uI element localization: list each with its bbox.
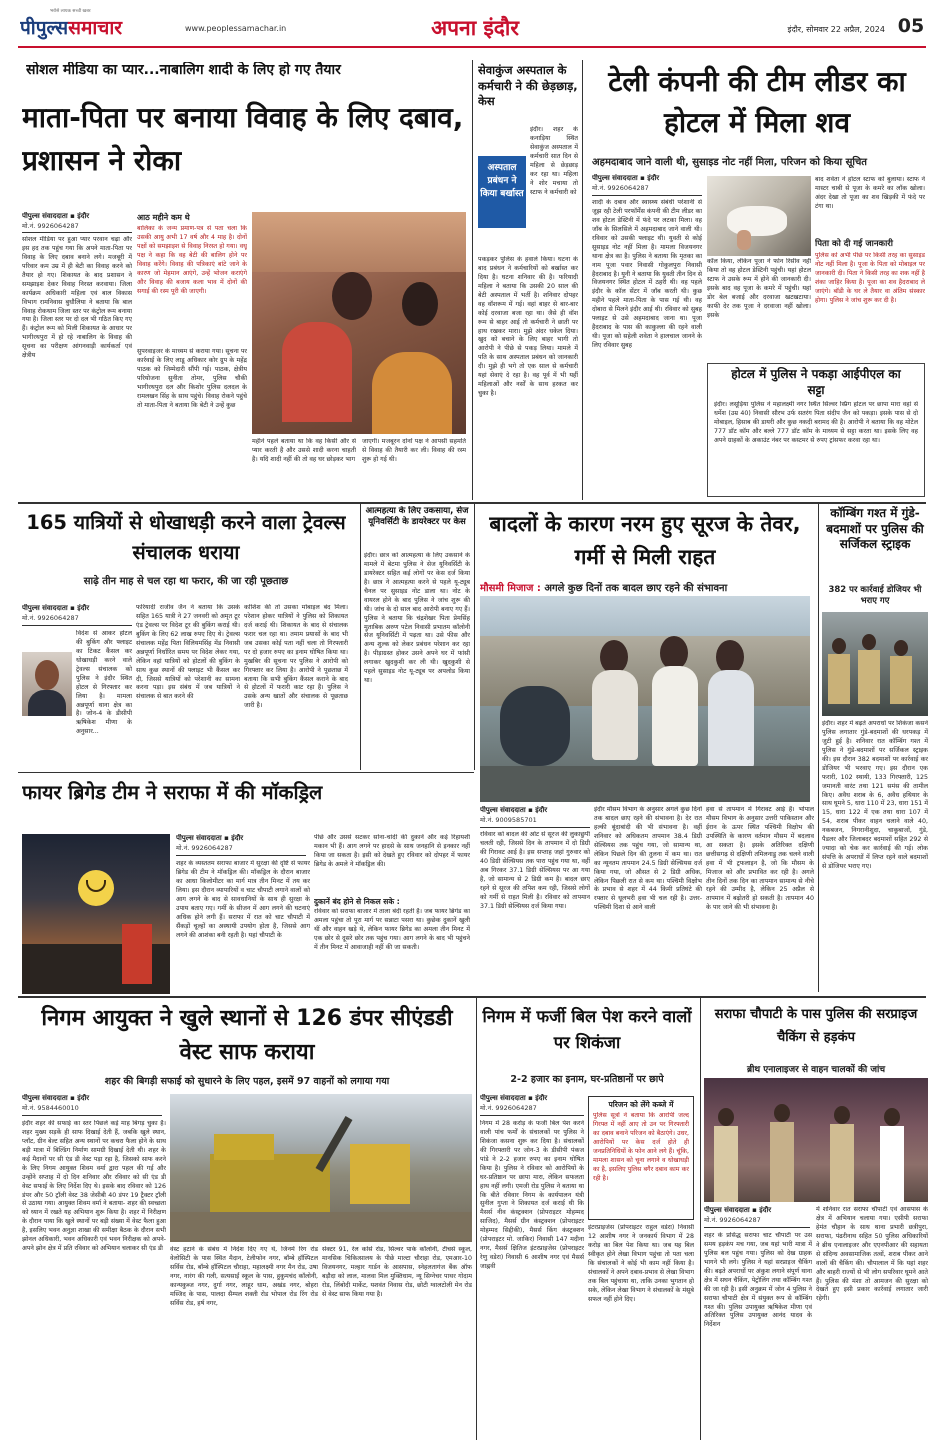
story1-under-photo-2: जाएगी। मजबूरन दोनों पक्ष ने आपसी सहमति से विवाह की तैयारी कर ली। विवाह की रस्म शुरू हो गई थी। xyxy=(362,438,466,463)
city: इंदौर xyxy=(535,806,548,814)
story1-sidebox xyxy=(137,212,247,344)
story7-deck xyxy=(480,580,810,594)
story3-deck: अहमदाबाद जाने वाली थी, सुसाइड नोट नहीं मिला, परिजन को किया सूचित xyxy=(592,157,867,168)
story8-headline: कॉम्बिंग गश्त में गुंडे-बदमाशों पर पुलिस की सर्जिकल स्ट्राइक xyxy=(826,506,924,552)
story12-photo xyxy=(704,1078,928,1202)
city: इंदौर xyxy=(535,1094,548,1102)
story7-photo xyxy=(480,596,810,802)
story2-text2: पकड़कर पुलिस के हवाले किया। घटना के बाद प्रबंधन ने कर्मचारियों को बर्खास्त कर दिया है। घटना शनिवार की है। फरियादी महिला ने बताया कि उसकी 20 साल की बेटी अस्पताल में भर्ती है। शनिवार दोपहर वह वॉशरूम में गई। वहां बाहर से बार-बार कोई दरवाजा बजा रहा था। जैसे ही वॉश रूम से बाहर आई तो कर्मचारी ने छाती पर हाथ रखकर मारा। मुझे अंदर धकेल दिया। खुद को बचाने के लिए बाहर भागी तो आरोपी ने पीछे से पकड़ लिया। मामले में पति के साथ अस्पताल प्रबंधन को जानकारी दी। मुझे ही भगे तो एक साल से कर्मचारी यहां सेवाएं दे रहा है। वह पूर्व में भी यहीं महिलाओं और नर्सों के साथ हरकत कर चुका है। xyxy=(478,256,578,398)
story5-col2: फरियादी राजीव जैन ने बताया कि उसके सहित 165 यात्री ने 27 जनवरी को अमृत टूर एंड ट्रेवल्स पर विदेश टूर की बुकिंग कराई थी। बुकिंग के लिए 62 लाख रुपए दिए थे। ट्रेवल्स संचालक महेंद्र पिता विलियमसिंह मेंड निवासी अन्नपूर्णा निर्धारित समय पर विदेश लेकर गया, लेकिन वहां यात्रियों को होटलों की बुकिंग के साथ कुछ स्थानों की फ्लाइट भी कैंसल कर दी, जिससे यात्रियों को परेशानी का सामना करना पड़ा। इस संबंध में जब यात्रियों ने संचालक से बात करने की xyxy=(136,604,240,701)
story1-col2: सुपरवाइजर के माध्यम से कराया गया। सूचना पर कार्रवाई के लिए लाडू अधिकार कोर ग्रुप के महेंद्र पाठक को जिम्मेदारी सौंपी गई। पाठक, क्षेत्रीय परियोजना सुनीता तोमर, पुलिस चौकी भागीरथपुरा दल और किशोर पुलिस दलदल के रामलखन सिंह के साथ पहुंचे। विवाह रोकने पहुंचे तो माता-पिता ने बताया कि बेटी ने उन्हें कुछ xyxy=(137,348,247,409)
story3-photo xyxy=(707,176,811,256)
story8-deck: 382 पर कार्रवाई डोजियर भी भराए गए xyxy=(828,585,922,606)
story10-col3: सेक्टर 91, रेल कोर्स रोड, सिल्वर पार्क कॉलोनी, टीचर्स स्कूल, मानसिक चिकित्सालय के पीछे माल्टा चौराहा रोड, एमआर-10 विजयनगर, मल्हार गार्डन के आसपास, स्नेहलतागंज बैंक ऑफ बड़ौदा को लाल, मालवा मिल मुक्तिधाम, न्यू सिग्नेचर पाथर गोदाम रोड, लिंबोदी मार्केट, यशवंत निवास रोड, छोटी ग्वालटोली मेन रोड से वेस्ट साफ किया गया है। xyxy=(322,1246,472,1298)
story1-headline: माता-पिता पर बनाया विवाह के लिए दबाव, प्रशासन ने रोका xyxy=(22,101,464,178)
story2-headline: सेवाकुंज अस्पताल के कर्मचारी ने की छेड़छाड़, केस xyxy=(478,63,578,109)
city: इंदौर xyxy=(759,1206,772,1214)
city: इंदौर xyxy=(77,604,90,612)
bureau: पीपुल्स संवाददाता xyxy=(22,212,68,220)
bureau: पीपुल्स संवाददाता xyxy=(592,174,638,182)
story3-col3: बाद शवेता ने होटल स्टाफ को बुलाया। स्टाफ ने मास्टर चाबी से पूजा के कमरे का लॉक खोला। अंदर देखा तो पूजा का शव खिड़की में फंदे पर टंगा था। xyxy=(815,176,925,210)
bureau: पीपुल्स संवाददाता xyxy=(480,1094,526,1102)
mobile: मो.नं. 9926064287 xyxy=(22,222,79,230)
story7-deck-label: मौसमी मिजाज : xyxy=(480,583,541,594)
mobile: मो.नं. 9926064287 xyxy=(22,614,79,622)
page-number: 05 xyxy=(897,15,925,37)
mobile: मो.नं. 9584460010 xyxy=(22,1104,79,1112)
sidebox-text: बालिका के जन्म प्रमाण-पत्र से पता चला कि उसकी आयु अभी 17 वर्ष और 4 माह है। दोनों पक्षों को समझाइश से विवाह निरस्त हो गया। वधू पक्ष ने कहा कि वह बेटी की बालिग होने पर विवाह करेंगे। विवाह की पत्रिकाएं बांटे जाने के कारण जो मेहमान आएंगे, उन्हें भोजन कराएंगे और विवाह की बजाय कला भाव में दोनों की सगाई की रस्म पूरी की जाएगी। xyxy=(137,225,247,295)
story7-col2: इंदौर मौसम विभाग के अनुसार अगले कुछ दिनों तक बादल छाए रहने की संभावना है। देर रात हल्की बूंदाबांदी की भी संभावना है। वहीं शनिवार को अधिकतम तापमान 38.4 डिग्री सेल्सियस तक पहुंच गया, जो सामान्य था, लेकिन पिछले दिन की तुलना में कम था। रात का न्यूनतम तापमान 24.5 डिग्री सेल्सियस दर्ज किया गया, जो औसत से 2 डिग्री अधिक, लेकिन पिछली रात से कम था। पश्चिमी विक्षोभ के प्रभाव से शहर में 44 किमी प्रतिघंटे की रफ्तार से धूलभरी हवा भी चल रही है। उत्तर-पश्चिमी दिशा से आने वाली xyxy=(594,806,702,912)
story10-headline: निगम आयुक्त ने खुले स्थानों से 126 डंपर सीएंडडी वेस्ट साफ कराया xyxy=(41,1006,453,1066)
story5-col1: विदेश से आकर होटल की बुकिंग और फ्लाइट का टिकट कैंसल कर धोखाधड़ी करने वाले ट्रेवल्स संचालक को पुलिस ने इंदौर स्थित होटल से गिरफ्तार कर लिया है। मामला अन्नपूर्णा थाना क्षेत्र का है। जोन-4 के डीसीपी ऋषिकेश मीणा के अनुसार... xyxy=(76,630,132,736)
story12-col1: शहर के प्रसिद्ध सराफा चाट चौपाटी पर उस समय हड़कंप मच गया, जब यहां भारी मात्रा में पुलिस बल पहुंच गया। पुलिस को देख ग्राहक भागने भी लगे। पुलिस ने यहां सरप्राइज चैकिंग की। बढ़ते अपराधों पर अंकुश लगाने संपूर्ण थाना क्षेत्र में सघन चैकिंग, पेट्रोलिंग तथा कॉम्बिंग गश्त की जा रही है। इसी अनुक्रम में जोन 4 पुलिस ने सराफा चौपाटी क्षेत्र में संयुक्त रूप से कॉम्बिंग गश्त की। पुलिस उपायुक्त ऋषिकेश मीणा एवं अतिरिक्त पुलिस उपायुक्त आनंद यादव के निर्देशन xyxy=(704,1232,812,1329)
story7-col3: हवा से तापमान में गिरावट आई है। भोपाल मौसम विभाग के अनुसार उत्तरी पाकिस्तान और ईरान के ऊपर स्थित पश्चिमी विक्षोभ की उपस्थिति के कारण वर्तमान मौसम में बदलाव आ सकता है। इसके अतिरिक्त दक्षिणी छत्तीसगढ़ से दक्षिणी तमिलनाडु तक चलने वाली हवा में भी ट्रफलाइन है, जो कि मौसम के मिजाज को और प्रभावित कर रही है। अगले तीन दिनों तक दिन का तापमान सामान्य से नीचे रहने की उम्मीद है, लेकिन 25 अप्रैल से तापमान में बढ़ोतरी हो सकती है। तापमान 40 के पार जाने की भी संभावना है। xyxy=(706,806,814,912)
sidebox-title: आठ महीने कम थे xyxy=(137,213,190,222)
mobile: मो.नं. 9926064287 xyxy=(480,1104,537,1112)
story7-headline: बादलों के कारण नरम हुए सूरज के तेवर, गर्मी से मिली राहत xyxy=(489,512,801,569)
story11-headline: निगम में फर्जी बिल पेश करने वालों पर शिकंजा xyxy=(482,1007,692,1052)
story9-col1: शहर के व्यस्ततम सराफा बाजार में सुरक्षा की दृष्टि से फायर ब्रिगेड की टीम ने मॉकड्रिल की। मॉकड्रिल के दौरान बाजार का आधा किलोमीटर का मार्ग मात्र तीन मिनट में तय कर लिया। इस दौरान व्यापारियों व चाट चौपाटी लगाने वालों को आग लगने के बाद से सावधानियों के साथ ही सुरक्षा के उपाय बताए गए। गर्मी के सीजन में आग लगने की घटनाएं अधिक होने लगी हैं। सराफा में रात को चाट चौपाटी में सैंकड़ों चूल्हों का अस्थायी उपयोग होता है, जिससे आग लगने की आशंका बनी रहती है। यहां चौपाटी के xyxy=(176,860,310,939)
story11-byline: पीपुल्स संवाददाता ▪ इंदौर मो.नं. 9926064287 xyxy=(480,1094,590,1112)
brand-left: पीपुल्स xyxy=(20,17,69,39)
story9-sub: दुकानें बंद होने से निकल सके : xyxy=(314,897,400,906)
story10-deck: शहर की बिगड़ी सफाई को सुधारने के लिए पहल, इसमें 97 वाहनों को लगाया गया xyxy=(104,1076,390,1087)
story4-text: इंदौर। लसूड़िया पुलिस ने महालक्ष्मी नगर स्थित सिल्वर स्प्रिंग होटल पर छापा मारा वहां से धर्मेश (उम्र 40) निवासी सौरभ उर्फ सतरंग पिता संदीप जैन को पकड़ा। इसके पास से दो मोबाइल, हिसाब की डायरी और कुछ नकदी बरामद की है। आरोपी ने बताया कि वह मोटेल 777 डॉट कॉम और बल्ले 777 डॉट कॉम के माध्यम से सट्टा करता था। इसके लिए वह अपने ग्राहकों के अकाउंट नंबर पर कस्टमर से रुपए ट्रांसफर करवा रहा था। xyxy=(714,401,918,444)
story4-box xyxy=(707,363,925,497)
mobile: मो.नं. 9009585701 xyxy=(480,816,537,824)
story9-byline: पीपुल्स संवाददाता ▪ इंदौर मो.नं. 9926064287 xyxy=(176,834,286,852)
mobile: मो.नं. 9926064287 xyxy=(704,1216,761,1224)
story9-col2: पीछे और उससे सटकर सोना-चांदी की दुकानें और कई रिहायशी मकान भी हैं। आग लगने पर हादसे के साथ जनहानि से इनकार नहीं किया जा सकता है। इसी को देखते हुए रविवार को दोपहर में फायर ब्रिगेड के अमले ने मॉकड्रिल की। xyxy=(314,834,470,868)
story12-col2: में शनिवार रात सराफा चौपाटी एवं आसपास के क्षेत्र में अभियान चलाया गया। एसीपी सराफा हेमंत चौहान के साथ थाना प्रभारी छत्रीपुरा, सराफा, पंढरीनाथ सहित 50 पुलिस अधिकारियों ने ब्रीथ एनालाइजर और एएनपीआर की सहायता से संदिग्ध अवसामाजिक तत्वों, शराब पीकर आने वालों की चैकिंग की। चौपालाल में कि यहां शहर और बाहरी राज्यों से भी लोग सपरिवार घूमने आते हैं। पुलिस की मंशा तो आमजन की सुरक्षा को देखते हुए इसी प्रकार कार्रवाई लगातार जारी रहेगी। xyxy=(816,1206,928,1303)
story2-text1: इंदौर। शहर के कनाड़िया स्थित सेवाकुंज अस्पताल में कर्मचारी सात दिन से महिला से छेड़छाड़ कर रहा था। महिला ने शोर मचाया तो स्टाफ ने कर्मचारी को xyxy=(530,126,578,196)
story7-col1: रविवार को बादल की ओट से सूरज की लुकाछुपी चलती रही, जिससे दिन के तापमान में दो डिग्री की गिरावट आई है। इस सप्ताह जहां गुरुवार को 40 डिग्री सेल्सियस तक पारा पहुंच गया था, वहीं अब गिरकर 37.1 डिग्री सेल्सियस पर आ गया है, जो सामान्य से 2 डिग्री कम है। बादल छाए रहने से सूरज की तपिश कम रही, जिससे लोगों को गर्मी से राहत मिली है। रविवार को तापमान 37.1 डिग्री सेल्सियस दर्ज किया गया। xyxy=(480,831,590,910)
mobile: मो.नं. 9926064287 xyxy=(592,184,649,192)
bureau: पीपुल्स संवाददाता xyxy=(704,1206,750,1214)
story1-kicker: सोशल मीडिया का प्यार...नाबालिग शादी के लिए हो गए तैयार xyxy=(26,62,341,78)
story3-sub: पिता को दी गई जानकारी xyxy=(815,239,893,249)
story6-headline: आत्महत्या के लिए उकसाया, सेज यूनिवर्सिटी के डायरेक्टर पर केस xyxy=(365,506,469,528)
city: इंदौर xyxy=(231,834,244,842)
dateline: इंदौर, सोमवार 22 अप्रैल, 2024 xyxy=(787,25,885,34)
story8-text: इंदौर। शहर में बढ़ते अपराधों पर शिकंजा कसने पुलिस लगातार गुंडे-बदमाशों की धरपकड़ में जुटी हुई है। शनिवार रात कॉम्बिंग गश्त में पुलिस ने गुंडे-बदमाशों पर सर्जिकल स्ट्राइक की। इस दौरान 382 बदमाशों पर कार्रवाई कर डोजियर भी भरवाए गए। इस दौरान एक फरारी, 102 स्थायी, 133 गिरफ्तारी, 125 जमानती वारंट तथा 121 समंस की तामील किए। अवैध शराब के 6, अवैध हथियार के साथ घूमने 5, धारा 110 में 23, धारा 151 में 15, धारा 122 में एक तथा धारा 107 में 54, शराब पीकर वाहन चलाने वाले 40, नकबजन, निगरानीशुदा, चाकूबाजों, गुंडे, पैडलर और जिलाबदर बदमाशों सहित 292 से ज्यादा को चेक कर कार्रवाई की गई। लोक संपत्ति के अपराधों में लिप्त रहने वाले बदमाशों से डोजियर भराए गए। xyxy=(822,720,928,870)
story1-col1: सोशल मीडिया पर हुआ प्यार परवान चढ़ा और इस हद तक पहुंच गया कि अपने माता-पिता पर विवाह के लिए दबाव बनाने लगे। मजबूरी में परिवार कम उम्र में ही बेटी का विवाह करने को तैयार हो गए। शिकायत के बाद प्रशासन ने समझाइश देकर विवाह निरस्त करवाया। जिला कार्यक्रम अधिकारी महिला एवं बाल विकास विभाग रामनिवास बुधौलिया ने बताया कि बाल विवाह रोकथाम जिला स्तर पर कंट्रोल रूम बनाया गया है। जिला स्तर पर दो दल भी गठित किए गए हैं। कंट्रोल रूम को मिली शिकायत के आधार पर भागीरथपुरा में हो रहे नाबालिग के विवाह की सूचना का परीक्षण आंगनवाड़ी कार्यकर्ता एवं क्षेत्रीय xyxy=(22,236,132,360)
story11-col2: इंटरप्राइजेस (प्रोपराइटर राहुल वडेरा) निवासी 12 आशीष नगर ने जनकार्य विभाग में 28 करोड़ का बिल पेश किया था। जब यह बिल स्वीकृत होने लेखा विभाग पहुंचा तो पता चला कि संचालकों ने कोई भी काम नहीं किया है। संचालकों ने अपने दबाव-प्रभाव से लेखा विभाग तक बिल पहुंचाया था, ताकि उनका भुगतान हो सके, लेकिन लेखा विभाग ने संचालकों के मंसूबे सफल नहीं होने दिए। xyxy=(588,1224,694,1303)
story4-headline: होटल में पुलिस ने पकड़ा आईपीएल का सट्टा xyxy=(731,367,901,397)
story7-byline: पीपुल्स संवाददाता ▪ इंदौर मो.नं. 9009585701 xyxy=(480,806,590,824)
story1-under-photo-1: महीने पहले बताया था कि वह किसी और से प्यार करती है और उससे शादी करना चाहती है। यदि शादी नहीं की तो वह घर छोड़कर भाग xyxy=(252,438,356,463)
story3-headline: टेली कंपनी की टीम लीडर का होटल में मिला शव xyxy=(608,65,906,139)
story3-byline: पीपुल्स संवाददाता ▪ इंदौर मो.नं. 9926064287 xyxy=(592,174,702,192)
section-title: अपना इंदौर xyxy=(431,16,519,40)
mobile: मो.नं. 9926064287 xyxy=(176,844,233,852)
story10-col2: वेस्ट हटाने के संबंध में निर्देश दिए गए थे, जिनमें रिंग रोड वेलोसिटी के पास स्थित मैदान, टेलीफोन नगर, बॉम्बे हॉस्पिटल सर्विस रोड, बॉम्बे हॉस्पिटल चौराहा, महालक्ष्मी नगर मैन रोड, उषा नगर, नारंग की गली, सत्यसाईं स्कूल के पास, हुकुमचंद कॉलोनी, कान्यकुब्ज नगर, दुर्गा नगर, लाहूर धाम, अखंड नगर, बोहरा मस्जिद के पास, पालदा सैम्पल शक्ती रोड भोपाल रोड रिंग रोड सर्विस रोड, हर्ष नगर, xyxy=(170,1246,318,1307)
story1-byline: पीपुल्स संवाददाता ▪ इंदौर मो.नं. 9926064287 xyxy=(22,212,132,230)
story5-byline: पीपुल्स संवाददाता ▪ इंदौर मो.नं. 9926064287 xyxy=(22,604,132,622)
story12-byline: पीपुल्स संवाददाता ▪ इंदौर मो.नं. 9926064287 xyxy=(704,1206,814,1224)
story8-photo xyxy=(822,612,928,716)
story11-box-text: पुलिस सूत्रों ने बताया कि आरोपी जल्द गिरफ्त में नहीं आए तो उन पर गिरफ्तारी का दबाव बनाने परिजन को बैठाएंगे। उधर, आरोपियों पर केस दर्ज होते ही जनप्रतिनिधियों के फोन आने लगे हैं। चूंकि, मामला शासन को चूना लगाने व धोखाधड़ी का है, इसलिए पुलिस बगैर दबाव काम कर रही है। xyxy=(593,1112,689,1182)
story9-headline: फायर ब्रिगेड टीम ने सराफा में की मॉकड्रिल xyxy=(22,781,323,804)
story10-photo xyxy=(170,1094,472,1242)
story5-headline: 165 यात्रियों से धोखाधड़ी करने वाला ट्रेवल्स संचालक धराया xyxy=(26,511,346,565)
story11-deck: 2-2 हजार का इनाम, घर-प्रतिष्ठानों पर छापे xyxy=(510,1074,664,1085)
story2-box-text: अस्पताल प्रबंधन ने किया बर्खास्त xyxy=(480,163,524,200)
story3-col2: कॉल किया, लेकिन पूजा ने फोन रिसीव नहीं किया तो वह होटल डेस्टिनी पहुंची। यहां होटल स्टाफ ने उसके रूम में होने की जानकारी दी। इसके बाद वह पूजा के कमरे में पहुंची। यहां डोर बेल बजाई और दरवाजा खटखटाया। काफी देर तक पूजा ने दरवाजा नहीं खोला। इसके xyxy=(707,258,811,319)
masthead xyxy=(0,0,945,58)
story9-col2b: रविवार को सराफा बाजार में ताला बंदी रहती है। जब फायर ब्रिगेड का अमला पहुंचा तो पूरा मार्ग पर सन्नाटा पसरा था। कुछेक दुकानें खुली थीं और वाहन खड़े थे, लेकिन फायर ब्रिगेड का अमला तीन मिनट में एक छोर से दूसरे छोर तक पहुंच गया। आग लगने के बाद भी पहुंचने में तीन मिनट में आवाजाही नहीं की जा सकती। xyxy=(314,908,470,951)
story10-col1: इंदौर शहर की सफाई का स्तर पिछले कई माह बिगड़ चुका है। शहर मुख्य सड़कें ही साफ दिखाई देती हैं, जबकि खुले स्थान, प्लॉट, ग्रीन बेल्ट सहित अन्य स्थानों पर कचरा फैला होने के साथ बड़ी मात्रा में बिल्डिंग निर्माण सामग्री दिखाई देती थी। शहर के कई मैदानों पर सी एंड डी वेस्ट पड़ा रहा है, जिसको साफ करने के लिए निगम आयुक्त शिवम वर्मा द्वारा पहल की गई और उन्होंने सप्ताह में दो दिन शनिवार और रविवार को सी एंड डी वेस्ट सफाई के लिए निर्देश दिए थे। इसके बाद रविवार को 126 डंपर और 50 ट्रॉली वेस्ट 38 जेसीबी 40 डंपर 19 ट्रैक्टर ट्रॉली से उठाया गया। आयुक्त शिवम वर्मा ने बताया- शहर की स्वच्छता को ध्यान में रखते यह अभियान शुरू किया है। शहर में निरीक्षण के दौरान पाया कि खुले स्थानों पर बड़ी संख्या में वेस्ट फैला हुआ है, इसलिए भवन अनुज्ञा शाखा की समीक्षा बैठक के दौरान सभी झोनल अधिकारी, भवन अधिकारी एवं भवन निरीक्षक को अपने-अपने झोन क्षेत्र में प्रति रविवार को अभियान चलाकर सी एंड डी xyxy=(22,1120,166,1253)
bureau: पीपुल्स संवाददाता xyxy=(480,806,526,814)
city: इंदौर xyxy=(647,174,660,182)
story3-col3b: पुलिस को अभी पीछे पर किसी तरह का सुसाइड नोट नहीं मिला है। पूजा के पिता को मोबाइल पर जानकारी दी। पिता ने किसी तरह का शक नहीं है शंका जाहिर किया है। पूजा का शव हैदराबाद ले जाएंगे। बॉडी के घर ले तैयार वा अंतिम संस्कार होगा। पुलिस ने जांच शुरू कर दी है। xyxy=(815,252,925,304)
bureau: पीपुल्स संवाददाता xyxy=(22,604,68,612)
site-url[interactable]: www.peoplessamachar.in xyxy=(185,24,287,33)
bureau: पीपुल्स संवाददाता xyxy=(176,834,222,842)
story9-photo xyxy=(22,834,170,994)
story12-deck: ब्रीथ एनालाइजर से वाहन चालकों की जांच xyxy=(746,1065,886,1075)
story12-headline: सराफा चौपाटी के पास पुलिस की सरप्राइज चैकिंग से हड़कंप xyxy=(714,1007,918,1045)
story10-byline: पीपुल्स संवाददाता ▪ इंदौर मो.नं. 9584460010 xyxy=(22,1094,132,1112)
bureau: पीपुल्स संवाददाता xyxy=(22,1094,68,1102)
story6-text: इंदौर। छात्र को आत्महत्या के लिए उकसाने के मामले में बेटमा पुलिस ने सेज यूनिवर्सिटी के डायरेक्टर सहित कई लोगों पर केस दर्ज किया है। छात्र ने आत्महत्या करने से पहले यू-ट्यूब चैनल पर सुसाइड नोट डाला था। नोट के वायरल होने के बाद पुलिस ने जांच शुरू की थी। जांच के दो साल बाद आरोपी बनाए गए हैं। पुलिस ने बताया कि चंद्रशेखर पिता प्रेमसिंह मुताबिक अरुण पटेल निवासी प्रभातम कॉलोनी सेज यूनिवर्सिटी में पढ़ता था। उसे फीस और अन्य शुल्क को लेकर प्रबंधन परेशान कर रहा है। पीड़ाग्रस्त होकर उसने अपने घर में फांसी लगाकर खुदकुशी कर ली थी। खुदकुशी से पहले सुसाइड नोट यू-ट्यूब पर अपलोड किया था। xyxy=(364,552,470,685)
city: इंदौर xyxy=(77,1094,90,1102)
story5-col3: कोशिश की तो उसका मोबाइल बंद मिला। परेशान होकर यात्रियों ने पुलिस को शिकायत दर्ज कराई थी। शिकायत के बाद से संचालक फरार चल रहा था। तमाम प्रयासों के बाद भी जब उसका कोई पता नहीं चला तो गिरफ्तारी पर दो हजार रुपए का इनाम घोषित किया था। मुखबिर की सूचना पर पुलिस ने आरोपी को गिरफ्तार कर लिया है। आरोपी ने पूछताछ में बताया कि सभी बुकिंग कैंसल कराने के बाद से होटलों में फरारी काट रहा है। पुलिस ने उसके अन्य खातों और संचालक से पूछताछ जारी है। xyxy=(244,604,348,710)
story7-deck-text: अगले कुछ दिनों तक बादल छाए रहने की संभावना xyxy=(544,583,728,594)
story1-photo xyxy=(252,212,466,434)
brand-logo xyxy=(20,14,180,44)
story11-box xyxy=(588,1096,694,1220)
story11-col1: निगम में 28 करोड़ के फर्जी बिल पेश करने वाली पांच फर्मों के संचालकों पर पुलिस ने शिकंजा कसना शुरू कर दिया है। संचालकों की गिरफ्तारी पर जोन-3 के डीसीपी पंकज पांडे ने 2-2 हजार रुपए का इनाम घोषित किया है। पुलिस ने रविवार को आरोपियों के घर-प्रतिष्ठान पर छापा मारा, लेकिन सफलता हाथ नहीं लगी। एमजी रोड पुलिस ने बताया था कि बीते रविवार निगम के कार्यपालन यंत्री सुनील गुप्ता ने शिकायत दर्ज कराई थी कि मैसर्स नीव कंस्ट्रक्शन (प्रोपराइटर मोहम्मद साजिद), मैसर्स ग्रीन कंस्ट्रक्शन (प्रोपराइटर मोहम्मद सिद्दीकी), मैसर्स किंग कंस्ट्रक्शन (प्रोपराइटर मो. जाकिर) निवासी 147 मदीना नगर, मैसर्स क्षितिज इंटरप्राइजेस (प्रोपराइटर रेणु वडेरा) निवासी 6 आशीष नगर एवं मैसर्स जाह्नवी xyxy=(480,1120,584,1270)
tagline: भरोसे लायक सच्ची खबर xyxy=(50,9,91,14)
story3-col1: शादी के दबाव और स्वास्थ्य संबंधी परेशानी से जूझ रही टेली परफॉर्मेंस कंपनी की टीम लीडर का शव होटल डेस्टिनी में फंदे पर लटका मिला। वह जॉब के सिलसिले में अहमदाबाद जाने वाली थी। रविवार को उसकी फ्लाइट थी। युवती से कोई सुसाइड नोट नहीं मिला है। मामला विजयनगर थाना क्षेत्र का है। पुलिस ने बताया कि मृतका का नाम पूजा पवार निवासी गोकुलपुरा निवासी हैदराबाद है। यूनी ने बताया कि युवती तीन दिन से विजयनगर स्थित होटल में ठहरी थी। वह पहले इंदौर के कॉल सेंटर में जॉब करती थी। कुछ महीने पहले माता-पिता के पास गई थी। वह दोबारा से मिलने इंदौर आई थी। रविवार को सुबह फ्लाइट से उसे अहमदाबाद जाना था। पूजा हैदराबाद के पास की काकुल्ला की रहने वाली थी। पूजा को सहेली शवेता ने हालचाल जानने के लिए रविवार सुबह xyxy=(592,199,702,349)
story5-deck: साढ़े तीन माह से चल रहा था फरार, की जा रही पूछताछ xyxy=(83,576,289,587)
story2-box xyxy=(478,156,526,228)
brand-right: समाचार xyxy=(68,17,123,39)
story5-photo xyxy=(22,652,72,716)
story11-box-title: परिजन को लेंगे कब्जे में xyxy=(608,1100,674,1109)
city: इंदौर xyxy=(77,212,90,220)
